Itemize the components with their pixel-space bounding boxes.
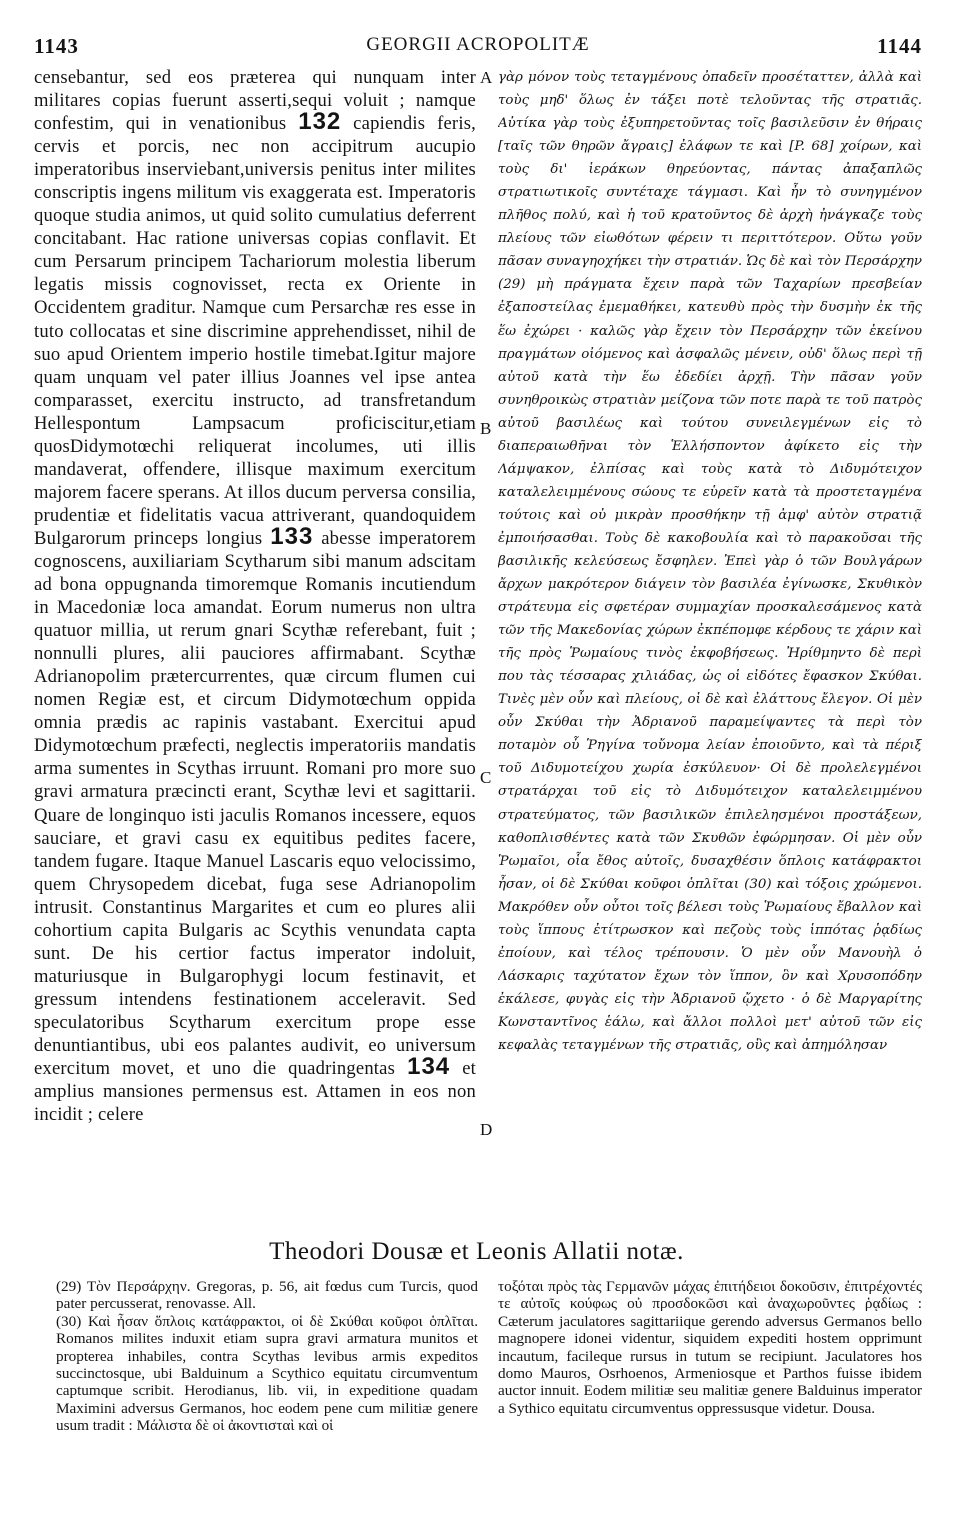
latin-p3: abesse imperatorem cognoscens, auxiliariam Scytharum sibi manum adscitam ad bona oppugnanda timoremque Romanis incutiendum in Macedoniæ loca amandat. Eorum numerus non ultra quatuor millia, ut rerum gnari Scythæ referebant, fuit ; nonnulli plures, alii pauciores affirmabant. Scythæ Adrianopolim prætercurrentes, quæ circum flumen cui nomen Regiæ est, et circum Didymotœchum oppida omnia prædis ac rapinis vastabant. Exercitui apud Didymotœchum præfecti, neglectis imperatoriis mandatis arma sumentes in Scythas irruunt. Romani pro more suo gravi armatura præcincti erant, Scythæ levi et sagittarii. Quare de longinquo isti jaculis Romanos incessere, equos sauciare, et gravi casu ex equitibus pedites facere, tandem fugare. Itaque Manuel Lascaris equo velocissimo, quem Chrysopedem dicebat, fuga sese Adrianopolim intrusit. Constantinus Margarites et cum eo plures alii cohortium capita Bulgaris ac Scythis venundata capta sunt. De his certior factus imperator indoluit, maturiusque in Bulgarophygi locum festinavit, et gressum intendens festinationem acceleravit. Sed speculatoribus Scytharum exercitum prope esse denuntiantibus, ubi eos palantes audivit, eo universum exercitum movet, et uno die quadringentas	[34, 527, 476, 1080]
page-header	[34, 26, 922, 58]
note-30-continued: τοξόται πρὸς τὰς Γερμανῶν μάχας ἐπιτήδειοι δοκοῦσιν, ἐπιτρέχοντές τε αὐτοῖς κούφως οὐ προσδοκῶσι καὶ ἀναχωροῦντες ῥᾳδίως : Cæterum jaculatores sagittariique gerendo adversus Germanos bello magnopere idonei videntur, siquidem expediti hostem opprimunt incautum, facileque rursus in tutum se recipiunt. Jaculatores hos domo Mauros, Osrhoenos, Armeniosque et Parthos fuisse ibidem auctor innuit. Eodem militiæ seu malitiæ genere Balduinus imperator a Sythico equitatu circumventus oppressusque videtur. Dousa.	[498, 1278, 922, 1417]
notes-right-column	[498, 1278, 922, 1514]
section-marker-134: 134	[407, 1053, 451, 1081]
latin-p2: capiendis feris, cervis et porcis, nec non accipitrum aucupio imperatoribus inserviebant,universis penitus inter milites conscriptis ingens militum vis exaggerata est. Imperatoris quoque studia animos, ut quid solito cumulatius deferrent concitabant. Hac ratione universas copias conflavit. Et cum Persarum principem Tachariorum molestia liberum legatis missis cognovisset, recta ex Oriente in Occidentem graditur. Namque cum Persarchæ res esse in tuto collocatas et sine discrimine apprehendisset, nihil de suo apud Orientem imperio hostile timebat.Igitur majore quam unquam vel pater illius Joannes vel ipse antea comparasset, exercitu instructo, ad transfretandum Hellespontum Lampsacum proficiscitur,etiam quosDidymotœchi reliquerat incolumes, uti illis mandaverat, offendere, illisque maximum exercitum majorem facere sperans. At illos ducum perversa consilia, prudentiæ et fidelitatis vacua attriverant, quandoquidem Bulgarorum princeps longius	[34, 113, 476, 549]
greek-column	[498, 66, 922, 1224]
page-number-left: 1143	[34, 34, 79, 58]
greek-text: γὰρ μόνον τοὺς τεταγμένους ὀπαδεῖν προσέταττεν, ἀλλὰ καὶ τοὺς μηδ' ὅλως ἐν τάξει ποτὲ τελοῦντας τῆς στρατιᾶς. Αὐτίκα γὰρ τοὺς ἐξυπηρετοῦντας τοῖς βασιλεῦσιν ἐν θήραις [ταῖς τῶν θηρῶν ἄγραις] ἐλάφων τε καὶ [P. 68] χοίρων, καὶ τοὺς δι' ἱεράκων θηρεύοντας, πάντας ἀπαξαπλῶς στρατιωτικοῖς συντέταχε τάγμασι. Καὶ ἦν τὸ συνηγμένον πλῆθος πολύ, καὶ ἡ τοῦ κρατοῦντος δὲ ἀρχὴ ἠνάγκαζε τοὺς πλείους τῶν εἰωθότων φέρειν τι περιττότερον. Οὕτω γοῦν πᾶσαν συναγηοχήκει τὴν στρατιάν. Ὡς δὲ καὶ τὸν Περσάρχην (29) μὴ πράγματα ἔχειν παρὰ τῶν Ταχαρίων πρεσβείαν ἐξαποστείλας ἐμεμαθήκει, κατευθὺ πρὸς τὴν δυσμὴν ἐκ τῆς ἕω ἐχώρει · καλῶς γὰρ ἔχειν τὸν Περσάρχην τῶν ἐκείνου πραγμάτων οἰόμενος καὶ ἀσφαλῶς μένειν, οὐδ' ὅλως περὶ τῇ αὐτοῦ κατὰ τὴν ἕω ἐδεδίει ἀρχῇ. Τὴν πᾶσαν γοῦν συνηθροικὼς στρατιὰν μείζονα τῶν ποτε παρὰ τε τοῦ πατρὸς αὐτοῦ βασιλέως καὶ τούτου συνειλεγμένων εἰς τὸ διαπεραιωθῆναι τὸν Ἑλλήσποντον ἀφίκετο εἰς τὴν Λάμψακον, ἐλπίσας καὶ τοὺς κατὰ τὸ Διδυμότειχον καταλελειμμένους σώους τε εὑρεῖν κατὰ τὰ προστεταγμένα τούτοις καὶ οὐ μικρὰν προσθήκην τῇ ἀμφ' αὐτὸν στρατιᾷ ἐμποιήσασθαι. Τοὺς δὲ κακοβουλία καὶ τὸ παρακοῦσαι τῆς βασιλικῆς κελεύσεως ἔσφηλεν. Ἐπεὶ γὰρ ὁ τῶν Βουλγάρων ἄρχων μακρότερον διάγειν τὸν βασιλέα ἐγίνωσκε, Σκυθικὸν στράτευμα εἰς σφετέραν συμμαχίαν προσκαλεσάμενος κατὰ τῶν τῆς Μακεδονίας χώρων ἐκπέπομφε κέρδους τε χάριν καὶ τῆς πρὸς Ῥωμαίους τινὸς ἐκφοβήσεως. Ἠρίθμηντο δὲ περὶ που τὰς τέσσαρας χιλιάδας, ὡς οἱ εἰδότες ἔφασκον Σκύθαι. Τινὲς μὲν οὖν καὶ πλείους, οἱ δὲ καὶ ἐλάττους ἔλεγον. Οἱ μὲν οὖν Σκύθαι τὴν Ἀδριανοῦ παραμείψαντες τὰ περὶ τὸν ποταμὸν οὗ Ῥηγίνα τοὔνομα λείαν ἐποιοῦντο, καὶ τὰ πέριξ τοῦ Διδυμοτείχου χωρία ἐσκύλευον· Οἱ δὲ προλελεγμένοι στρατάρχαι τοῦ εἰς τὸ Διδυμότειχον καταλελειμμένου στρατεύματος, τῶν βασιλικῶν ἐπιλελησμένοι προστάξεων, καθοπλισθέντες κατὰ τῶν Σκυθῶν ἐφώρμησαν. Οἱ μὲν οὖν Ῥωμαῖοι, οἷα ἔθος αὐτοῖς, δυσαχθέσιν ὅπλοις κατάφρακτοι ἦσαν, οἱ δὲ Σκύθαι κοῦφοι ὁπλῖται (30) καὶ τόξοις χρώμενοι. Μακρόθεν οὖν οὗτοι τοῖς βέλεσι τοὺς Ῥωμαίους ἔβαλλον καὶ τοὺς ἵππους ἐτίτρωσκον καὶ πεζοὺς τοὺς ἱππότας ῥᾳδίως ἐποίουν, καὶ τέλος τρέπουσιν. Ὁ μὲν οὖν Μανουὴλ ὁ Λάσκαρις ταχύτατον ἔχων τὸν ἵππον, ὃν καὶ Χρυσοπόδην ἐκάλεσε, φυγὰς εἰς τὴν Ἀδριανοῦ ᾤχετο · ὁ δὲ Μαργαρίτης Κωνσταντῖνος ἑάλω, καὶ ἄλλοι πολλοὶ μετ' αὐτοῦ τῶν εἰς κεφαλὰς τεταγμένων τῆς στρατιᾶς, οὓς καὶ ἀπημόλησαν	[498, 70, 922, 1053]
notes-left-column	[56, 1278, 478, 1514]
margin-letter-a: A	[480, 68, 493, 87]
margin-letter-c: C	[480, 768, 492, 787]
latin-column	[34, 66, 476, 1224]
margin-letter-b: B	[480, 419, 492, 438]
note-30: (30) Καὶ ἦσαν ὅπλοις κατάφρακτοι, οἱ δὲ Σκύθαι κοῦφοι ὁπλῖται. Romanos milites induxit etiam supra gravi armatura munitos et propterea inhabiles, contra Scythas levibus armis expeditos succinctosque, ubi Balduinum a Scythico equitatu circumventum captumque scribit. Herodianus, lib. vii, in expeditione quadam Maximini adversus Germanos, hoc eodem pene cum militiæ genere usum tradit : Μάλιστα δὲ οἱ ἀκοντισταὶ καὶ οἱ	[56, 1312, 478, 1435]
notes-title: Theodori Dousæ et Leonis Allatii notæ.	[269, 1238, 684, 1265]
latin-p4: et amplius mansiones permensus est. Attamen in eos non incidit ; celere	[34, 1058, 476, 1126]
note-29: (29) Τὸν Περσάρχην. Gregoras, p. 56, ait fœdus cum Turcis, quod pater percusserat, renovasse. All.	[56, 1278, 478, 1313]
section-marker-132: 132	[298, 108, 342, 136]
page-number-right: 1144	[877, 34, 922, 58]
running-title: GEORGII ACROPOLITÆ	[366, 34, 590, 55]
section-marker-133: 133	[270, 522, 314, 550]
margin-letter-d: D	[480, 1120, 493, 1139]
latin-p1: censebantur, sed eos præterea qui nunquam inter militares copias fuerunt asserti,sequi voluit ; namque confestim, qui in venationibus	[34, 67, 476, 135]
latin-text	[34, 66, 476, 1126]
